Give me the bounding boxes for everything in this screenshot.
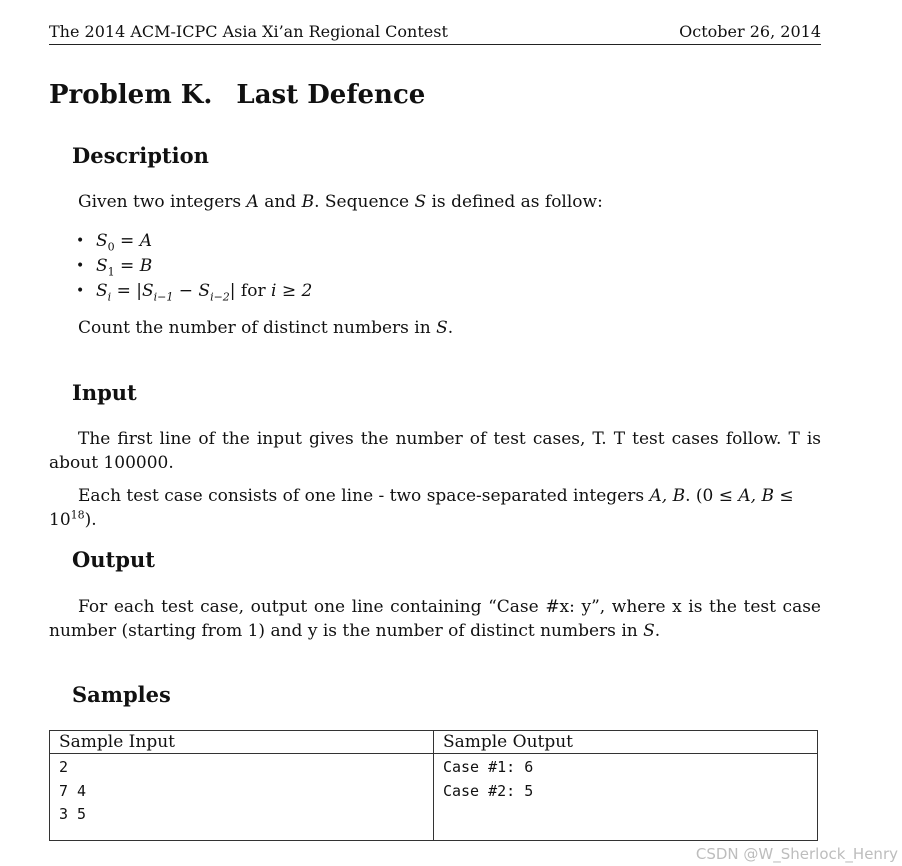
input-paragraph-1: The first line of the input gives the number of test cases, T. T test cases follow. T is about 100000. bbox=[49, 429, 821, 473]
list-item: • $S_1 = B$ bbox=[76, 256, 153, 279]
input-paragraph-2: Each test case consists of one line - two space-separated integers A, B. (0 ≤ A, $B \le 10^{18}$). bbox=[49, 486, 794, 530]
problem-label: Problem K. bbox=[49, 80, 213, 110]
contest-name: The 2014 ACM-ICPC Asia Xi’an Regional Contest bbox=[49, 22, 448, 41]
table-header-row bbox=[50, 731, 818, 754]
sample-output-cell bbox=[433, 754, 817, 841]
sample-input-cell bbox=[50, 754, 434, 841]
samples-table bbox=[49, 730, 818, 841]
watermark: CSDN @W_Sherlock_Henry bbox=[695, 845, 898, 863]
problem-name: Last Defence bbox=[236, 80, 426, 110]
output-heading: Output bbox=[72, 547, 155, 572]
sample-input-line: 2 bbox=[59, 758, 69, 776]
sample-output-line: Case #1: 6 bbox=[442, 758, 534, 776]
running-header bbox=[49, 22, 821, 45]
output-paragraph: For each test case, output one line containing “Case #x: y”, where x is the test case number (starting from 1) and y is the number of distinct numbers in S. bbox=[49, 597, 821, 641]
sample-input-line: 3 5 bbox=[59, 805, 87, 823]
description-heading: Description bbox=[72, 143, 209, 168]
input-heading: Input bbox=[72, 380, 137, 405]
sample-input-header: Sample Input bbox=[50, 731, 434, 754]
sample-output-header: Sample Output bbox=[433, 731, 817, 754]
description-count: Count the number of distinct numbers in S. bbox=[78, 318, 454, 338]
bullet-icon: • bbox=[76, 258, 85, 274]
sequence-definition-list bbox=[76, 229, 312, 304]
bullet-icon: • bbox=[76, 283, 85, 299]
table-row bbox=[50, 754, 818, 841]
description-intro: Given two integers A and B. Sequence S is defined as follow: bbox=[78, 192, 603, 212]
sample-input-line: 7 4 bbox=[59, 781, 87, 800]
list-item: • $S_0 = A$ bbox=[76, 231, 152, 254]
sample-output-line: Case #2: 5 bbox=[442, 781, 534, 800]
bullet-icon: • bbox=[76, 233, 85, 249]
contest-date: October 26, 2014 bbox=[679, 22, 821, 41]
samples-heading: Samples bbox=[72, 682, 171, 707]
problem-title bbox=[49, 80, 425, 110]
list-item: • $S_i = |S_{i-1} - S_{i-2}|$ for i ≥ 2 bbox=[76, 281, 313, 304]
